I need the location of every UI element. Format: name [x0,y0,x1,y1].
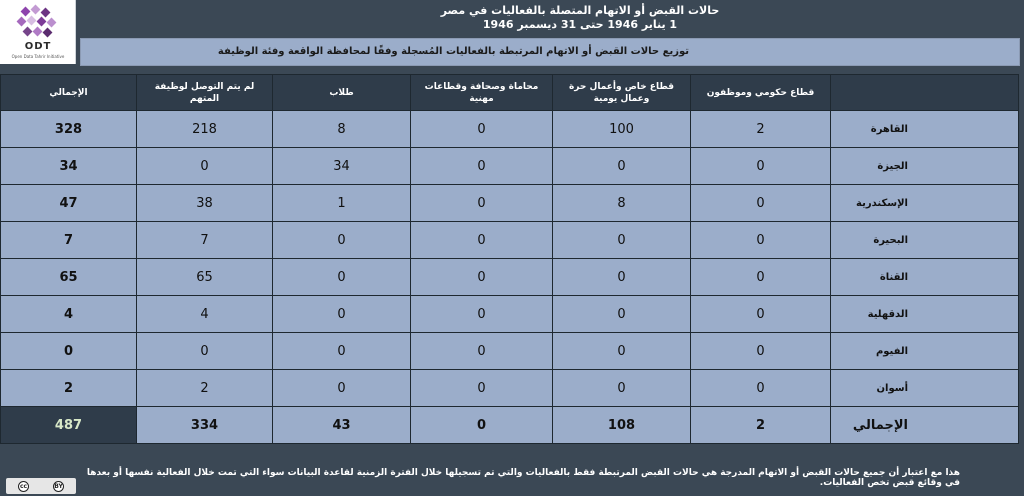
column-header: محاماة وصحافة وقطاعات مهنية [411,75,553,111]
table-cell: 0 [411,185,553,222]
logo-mark-icon [18,6,58,40]
table-cell: 0 [553,222,691,259]
table-row [1,259,1019,296]
table-cell: 334 [137,407,273,444]
totals-row [1,407,1019,444]
table-cell: 8 [553,185,691,222]
odt-logo [0,0,76,64]
table-cell: 43 [273,407,411,444]
table-cell: 0 [691,296,831,333]
table-cell: 0 [411,259,553,296]
row-total-cell: 4 [1,296,137,333]
table-cell: 0 [691,370,831,407]
row-total-cell: 0 [1,333,137,370]
table-cell: 0 [411,370,553,407]
table-cell: 0 [553,370,691,407]
table-row [1,333,1019,370]
table-row [1,296,1019,333]
table-cell: 4 [137,296,273,333]
table-cell: 8 [273,111,411,148]
table-cell: 0 [137,148,273,185]
table-cell: 1 [273,185,411,222]
row-total-cell: 487 [1,407,137,444]
row-label: الدقهلية [831,296,1019,333]
row-label: البحيرة [831,222,1019,259]
table-row [1,185,1019,222]
column-header: الإجمالي [1,75,137,111]
footnote: هذا مع اعتبار أن جميع حالات القبض أو الاتهام المدرجة هي حالات القبض المرتبطة فقط بالفعاليات والتي تم تسجيلها خلال الفترة الزمنية لقاعدة البيانات سواء التي تمت خلال الفعالية نفسها أو بعدها في وقائع قبض تخص الفعاليات. [86,468,960,488]
table-cell: 2 [691,407,831,444]
row-label: الفيوم [831,333,1019,370]
table-subtitle: توزيع حالات القبض أو الاتهام المرتبطة بالفعاليات المُسجلة وفقًا لمحافظة الواقعة وفئة الوظيفة [217,46,689,57]
table-cell: 0 [273,222,411,259]
row-total-cell: 65 [1,259,137,296]
page-title: حالات القبض أو الاتهام المتصلة بالفعاليات في مصر [440,4,720,17]
cc-icon: cc [19,482,28,490]
table-cell: 0 [553,259,691,296]
table-cell: 100 [553,111,691,148]
table-row [1,148,1019,185]
column-header: لم يتم التوصل لوظيفة المتهم [137,75,273,111]
table-cell: 38 [137,185,273,222]
corner-header [831,75,1019,111]
table-cell: 0 [411,111,553,148]
table-cell: 0 [273,259,411,296]
logo-tagline: Open Data Tahrir Initiative [11,54,65,59]
table-cell: 2 [691,111,831,148]
subtitle-bar [80,38,1020,66]
arrests-table [0,74,1019,444]
table-cell: 0 [137,333,273,370]
row-label: أسوان [831,370,1019,407]
table-cell: 0 [553,148,691,185]
table-cell: 0 [691,222,831,259]
table-cell: 7 [137,222,273,259]
table-cell: 108 [553,407,691,444]
row-total-cell: 328 [1,111,137,148]
column-header: قطاع حكومي وموظفون [691,75,831,111]
table-cell: 0 [691,185,831,222]
logo-name: ODT [24,41,52,52]
table-cell: 0 [691,333,831,370]
table-cell: 0 [553,333,691,370]
table-cell: 0 [411,148,553,185]
row-label: الإسكندرية [831,185,1019,222]
row-label: القاهرة [831,111,1019,148]
column-header: طلاب [273,75,411,111]
table-cell: 0 [411,333,553,370]
by-icon: BY [54,482,63,490]
row-label: الإجمالي [831,407,1019,444]
row-total-cell: 34 [1,148,137,185]
table-cell: 0 [411,407,553,444]
table-header-row [1,75,1019,111]
row-label: الجيزة [831,148,1019,185]
column-header: قطاع خاص وأعمال حرة وعمال يومية [553,75,691,111]
table-cell: 218 [137,111,273,148]
table-cell: 2 [137,370,273,407]
page-date-range: 1 يناير 1946 حتى 31 ديسمبر 1946 [482,18,678,31]
table-cell: 0 [553,296,691,333]
table-row [1,222,1019,259]
table-cell: 0 [411,296,553,333]
table-cell: 0 [691,148,831,185]
row-total-cell: 7 [1,222,137,259]
table-cell: 34 [273,148,411,185]
row-total-cell: 47 [1,185,137,222]
table-row [1,111,1019,148]
row-label: القناة [831,259,1019,296]
table-cell: 0 [691,259,831,296]
table-cell: 0 [273,333,411,370]
row-total-cell: 2 [1,370,137,407]
cc-license-badge[interactable] [6,478,76,494]
table-row [1,370,1019,407]
table-cell: 0 [411,222,553,259]
table-cell: 0 [273,296,411,333]
table-cell: 0 [273,370,411,407]
table-cell: 65 [137,259,273,296]
